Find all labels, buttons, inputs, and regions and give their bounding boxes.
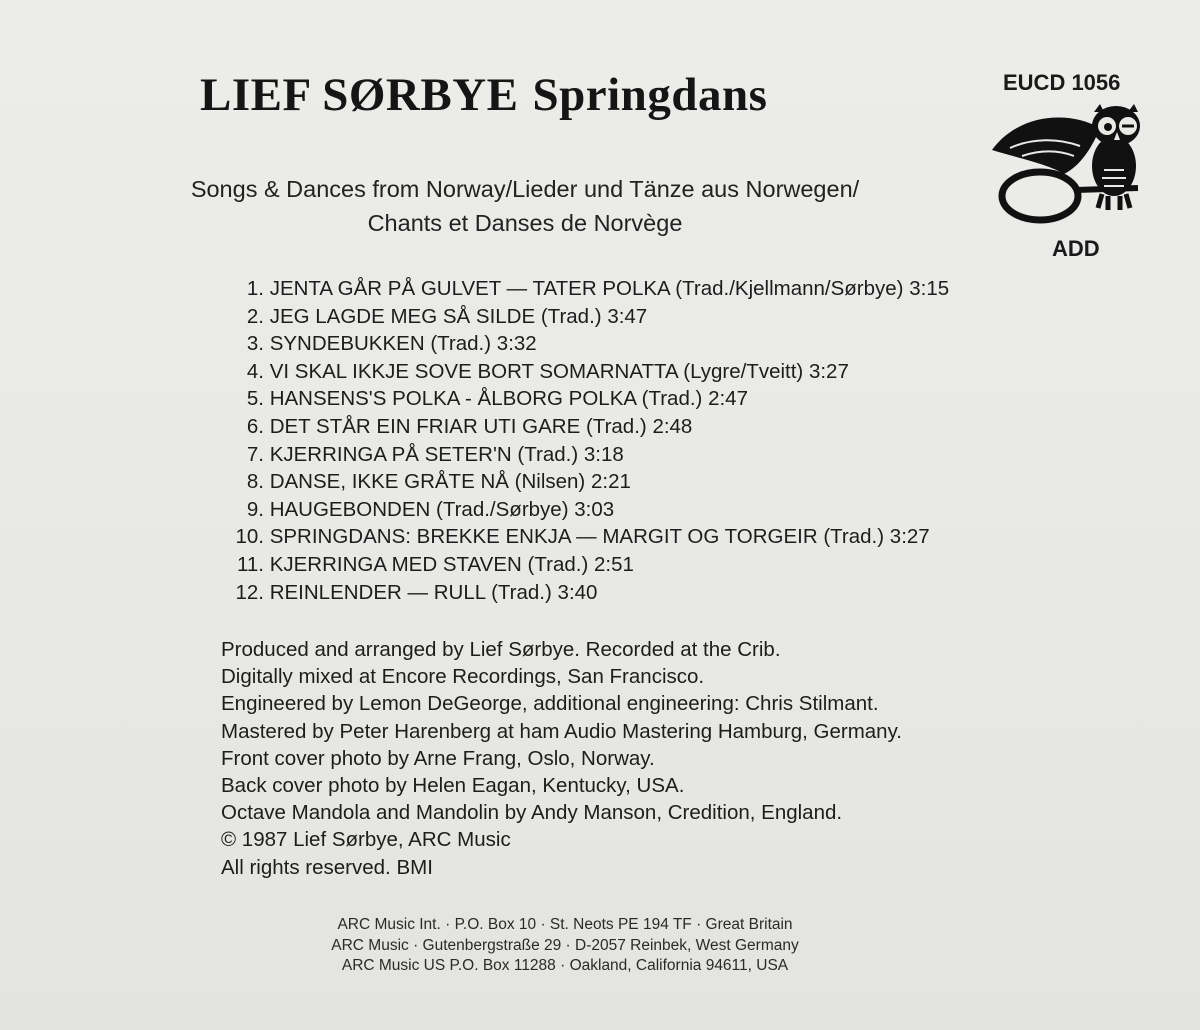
owl-logo-icon (988, 104, 1153, 232)
track-number: 9. (246, 497, 264, 521)
subtitle (100, 172, 950, 240)
track-item (218, 413, 949, 441)
rights-line: All rights reserved. BMI (221, 855, 433, 879)
track-title: DANSE, IKKE GRÅTE NÅ (269, 470, 509, 494)
recording-code: ADD (1052, 236, 1100, 261)
track-number: 11. (237, 552, 264, 576)
track-duration: 2:51 (593, 552, 634, 576)
track-number: 6. (246, 414, 264, 438)
album-name: Springdans (532, 69, 768, 121)
address-line: ARC Music US P.O. Box 11288 · Oakland, California 94611, USA (341, 957, 789, 974)
track-credit: (Trad.) (491, 580, 552, 604)
subtitle-line-1: Songs & Dances from Norway/Lieder und Tänze aus Norwegen/ (190, 176, 860, 202)
track-number: 4. (246, 359, 264, 383)
track-credit: (Lygre/Tveitt) (683, 359, 804, 383)
track-number: 7. (246, 442, 264, 466)
album-title (200, 68, 767, 122)
track-title: JENTA GÅR PÅ GULVET — TATER POLKA (269, 277, 670, 300)
track-item (218, 385, 949, 413)
track-duration: 2:21 (590, 470, 631, 494)
track-number: 5. (246, 387, 264, 411)
track-credit: (Trad.) (527, 552, 589, 576)
track-credit: (Trad.) (823, 525, 885, 549)
track-item (218, 468, 949, 496)
credit-line: Produced and arranged by Lief Sørbye. Recorded at the Crib. (221, 638, 781, 661)
track-item (218, 358, 949, 386)
track-item (218, 523, 949, 551)
track-title: HAUGEBONDEN (269, 497, 431, 521)
track-credit: (Trad.) (585, 414, 647, 438)
track-title: DET STÅR EIN FRIAR UTI GARE (269, 414, 581, 438)
track-credit: (Trad./Kjellmann/Sørbye) (675, 277, 904, 300)
track-duration: 3:18 (583, 442, 624, 466)
track-title: SYNDEBUKKEN (269, 332, 425, 356)
track-duration: 3:32 (496, 332, 537, 356)
track-number: 1. (246, 277, 264, 300)
credit-line: Engineered by Lemon DeGeorge, additional engineering: Chris Stilmant. (221, 692, 879, 716)
track-credit: (Nilsen) (514, 470, 586, 494)
track-title: KJERRINGA MED STAVEN (269, 552, 522, 576)
track-number: 12. (235, 580, 264, 604)
subtitle-line-2: Chants et Danses de Norvège (367, 210, 683, 236)
track-duration: 3:27 (808, 359, 849, 383)
track-credit: (Trad./Sørbye) (436, 497, 569, 521)
address-line: ARC Music · Gutenbergstraße 29 · D-2057 Reinbek, West Germany (331, 936, 799, 954)
credit-line: Back cover photo by Helen Eagan, Kentucky, USA. (221, 774, 685, 798)
address-line: ARC Music Int. · P.O. Box 10 · St. Neots PE 194 TF · Great Britain (337, 916, 793, 933)
track-credit: (Trad.) (641, 387, 703, 411)
track-credit: (Trad.) (430, 332, 492, 356)
track-duration: 3:03 (574, 497, 615, 521)
artist-name: LIEF SØRBYE (200, 69, 519, 121)
track-item (218, 275, 949, 303)
track-number: 2. (246, 304, 264, 328)
track-duration: 3:40 (557, 580, 598, 604)
track-item (218, 496, 949, 524)
track-title: REINLENDER — RULL (269, 580, 486, 604)
credit-line: Digitally mixed at Encore Recordings, San Francisco. (221, 665, 705, 689)
track-list (218, 275, 949, 606)
track-credit: (Trad.) (517, 442, 579, 466)
copyright-line: © 1987 Lief Sørbye, ARC Music (221, 828, 511, 852)
track-title: HANSENS'S POLKA - ÅLBORG POLKA (269, 387, 636, 411)
track-item (218, 551, 949, 579)
track-title: JEG LAGDE MEG SÅ SILDE (269, 304, 536, 328)
catalog-number: EUCD 1056 (1003, 70, 1121, 95)
track-duration: 3:15 (909, 277, 950, 300)
track-duration: 3:27 (889, 525, 930, 549)
track-duration: 2:47 (708, 387, 748, 411)
track-credit: (Trad.) (540, 304, 602, 328)
production-credits (221, 636, 902, 881)
track-title: SPRINGDANS: BREKKE ENKJA — MARGIT OG TORGEIR (269, 525, 818, 549)
track-number: 3. (246, 332, 264, 356)
track-duration: 2:48 (652, 414, 693, 438)
credit-line: Mastered by Peter Harenberg at ham Audio Mastering Hamburg, Germany. (221, 719, 902, 743)
track-item (218, 330, 949, 358)
track-item (218, 303, 949, 331)
credit-line: Front cover photo by Arne Frang, Oslo, Norway. (221, 746, 655, 770)
label-addresses (230, 915, 900, 977)
track-number: 8. (246, 470, 264, 494)
track-number: 10. (235, 525, 264, 549)
track-item (218, 579, 949, 607)
track-title: KJERRINGA PÅ SETER'N (269, 442, 512, 466)
track-title: VI SKAL IKKJE SOVE BORT SOMARNATTA (269, 359, 678, 383)
credit-line: Octave Mandola and Mandolin by Andy Manson, Credition, England. (221, 801, 843, 825)
track-duration: 3:47 (607, 304, 648, 328)
track-item (218, 441, 949, 469)
